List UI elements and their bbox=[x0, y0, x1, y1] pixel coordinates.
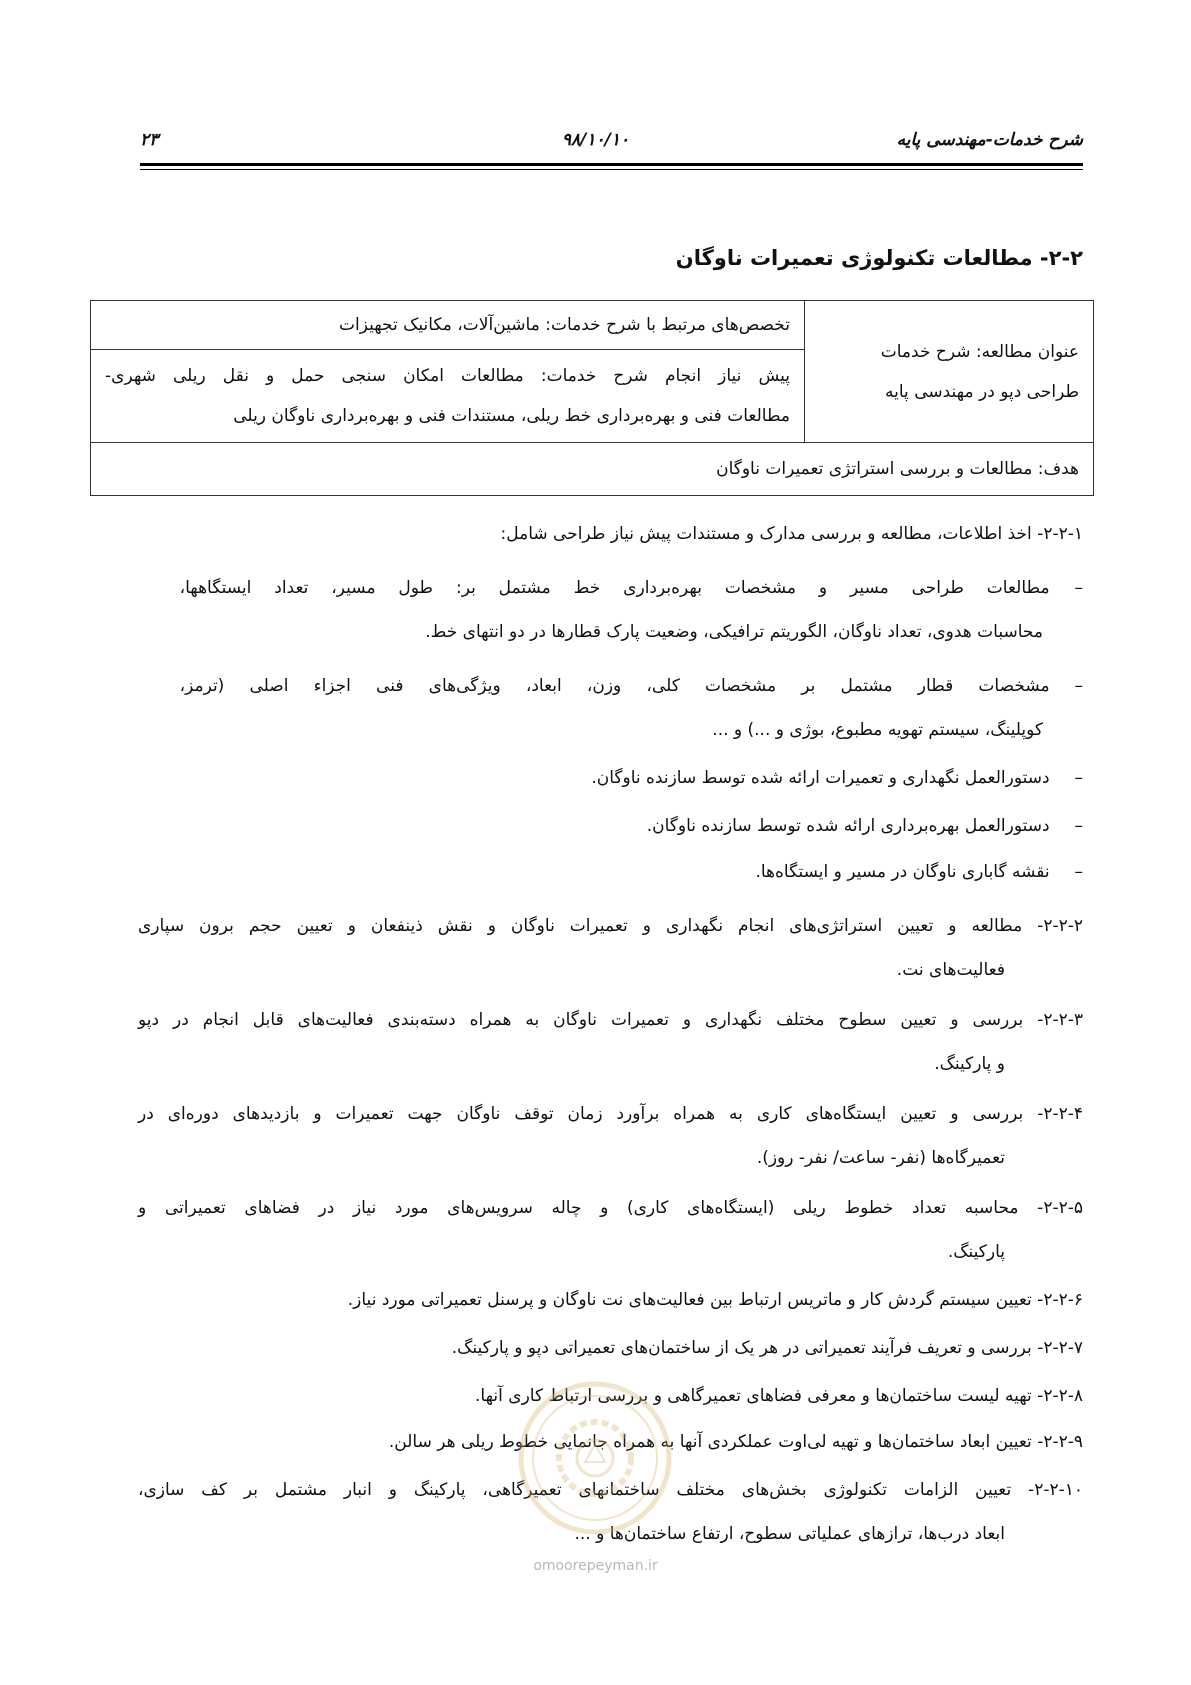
item-2-2-3-line-1: ۲-۲-۳- بررسی و تعیین سطوح مختلف نگهداری و تعمیرات ناوگان به همراه دسته‌بندی فعالیت‌های قابل انجام در دپو bbox=[138, 1010, 1083, 1030]
bullet-dash: – bbox=[1074, 816, 1083, 836]
prerequisites-line-1: پیش نیاز انجام شرح خدمات: مطالعات امکان سنجی حمل و نقل ریلی شهری- bbox=[105, 366, 790, 386]
item-2-2-2-line-2: فعالیت‌های نت. bbox=[896, 960, 1005, 980]
header-date: ۹۸/۱۰/۱۰ bbox=[561, 130, 630, 150]
bullet-list-item bbox=[591, 756, 1083, 800]
bullet-dash: – bbox=[1074, 578, 1083, 598]
item-2-2-9: ۲-۲-۹- تعیین ابعاد ساختمان‌ها و تهیه لی‌اوت عملکردی آنها به همراه جانمایی خطوط ریلی هر سالن. bbox=[388, 1432, 1083, 1452]
bullet-list-item bbox=[138, 566, 1083, 610]
bullet-list-item bbox=[138, 664, 1083, 708]
header-rule-thick bbox=[140, 163, 1083, 166]
bullet-3: دستورالعمل نگهداری و تعمیرات ارائه شده توسط سازنده ناوگان. bbox=[591, 768, 1050, 788]
item-2-2-2-line-1: ۲-۲-۲- مطالعه و تعیین استراتژی‌های انجام نگهداری و تعمیرات ناوگان و نقش ذینفعان و تعیین حجم برون سپاری bbox=[138, 916, 1083, 936]
prerequisites-line-2: مطالعات فنی و بهره‌برداری خط ریلی، مستندات فنی و بهره‌برداری ناوگان ریلی bbox=[233, 406, 790, 426]
watermark-seal-icon bbox=[515, 1378, 675, 1538]
bullet-1-line-1: مطالعات طراحی مسیر و مشخصات بهره‌برداری خط مشتمل بر: طول مسیر، تعداد ایستگاهها، bbox=[179, 578, 1050, 598]
goal-cell: هدف: مطالعات و بررسی استراتژی تعمیرات ناوگان bbox=[91, 443, 1094, 496]
bullet-dash: – bbox=[1074, 862, 1083, 882]
header-page-number: ۲۳ bbox=[140, 130, 159, 150]
item-2-2-4-line-1: ۲-۲-۴- بررسی و تعیین ایستگاه‌های کاری به همراه برآورد زمان توقف ناوگان جهت تعمیرات و بازدیدهای دوره‌ای در bbox=[138, 1104, 1083, 1124]
item-2-2-1: ۲-۲-۱- اخذ اطلاعات، مطالعه و بررسی مدارک و مستندات پیش نیاز طراحی شامل: bbox=[500, 524, 1083, 544]
bullet-2-line-2: کوپلینگ، سیستم تهویه مطبوع، بوژی و ...) و ... bbox=[712, 720, 1043, 740]
bullet-dash: – bbox=[1074, 768, 1083, 788]
study-title-cell bbox=[805, 301, 1094, 443]
specialties-cell: تخصص‌های مرتبط با شرح خدمات: ماشین‌آلات، مکانیک تجهیزات bbox=[91, 301, 805, 350]
study-info-table bbox=[90, 300, 1094, 496]
bullet-4: دستورالعمل بهره‌برداری ارائه شده توسط سازنده ناوگان. bbox=[646, 816, 1050, 836]
item-2-2-7: ۲-۲-۷- بررسی و تعریف فرآیند تعمیراتی در هر یک از ساختمان‌های تعمیراتی دپو و پارکینگ. bbox=[451, 1338, 1083, 1358]
item-2-2-4-line-2: تعمیرگاه‌ها (نفر- ساعت/ نفر- روز). bbox=[756, 1148, 1005, 1168]
item-2-2-10-line-1: ۲-۲-۱۰- تعیین الزامات تکنولوژی بخش‌های مختلف ساختمانهای تعمیرگاهی، پارکینگ و انبار مشتمل بر کف سازی، bbox=[138, 1480, 1083, 1500]
section-title: ۲-۲- مطالعات تکنولوژی تعمیرات ناوگان bbox=[675, 246, 1083, 270]
item-2-2-5-line-2: پارکینگ. bbox=[947, 1242, 1005, 1262]
header-rule-thin bbox=[140, 169, 1083, 170]
study-title-line-2: طراحی دپو در مهندسی پایه bbox=[885, 381, 1079, 402]
prerequisites-cell bbox=[91, 350, 805, 443]
bullet-list-item bbox=[647, 804, 1083, 848]
header-document-title: شرح خدمات-مهندسی پایه bbox=[896, 130, 1083, 150]
bullet-5: نقشه گاباری ناوگان در مسیر و ایستگاه‌ها. bbox=[755, 862, 1050, 882]
watermark-url: omoorepeyman.ir bbox=[533, 1558, 658, 1574]
bullet-2-line-1: مشخصات قطار مشتمل بر مشخصات کلی، وزن، ابعاد، ویژگی‌های فنی اجزاء اصلی (ترمز، bbox=[179, 676, 1050, 696]
bullet-dash: – bbox=[1074, 676, 1083, 696]
bullet-list-item bbox=[755, 850, 1083, 894]
item-2-2-10-line-2: ابعاد درب‌ها، ترازهای عملیاتی سطوح، ارتفاع ساختمان‌ها و ... bbox=[574, 1524, 1005, 1544]
item-2-2-6: ۲-۲-۶- تعیین سیستم گردش کار و ماتریس ارتباط بین فعالیت‌های نت ناوگان و پرسنل تعمیراتی مورد نیاز. bbox=[347, 1290, 1083, 1310]
item-2-2-3-line-2: و پارکینگ. bbox=[934, 1054, 1005, 1074]
item-2-2-8: ۲-۲-۸- تهیه لیست ساختمان‌ها و معرفی فضاهای تعمیرگاهی و بررسی ارتباط کاری آنها. bbox=[474, 1386, 1083, 1406]
bullet-1-line-2: محاسبات هدوی، تعداد ناوگان، الگوریتم ترافیکی، وضعیت پارک قطارها در دو انتهای خط. bbox=[425, 622, 1043, 642]
item-2-2-5-line-1: ۲-۲-۵- محاسبه تعداد خطوط ریلی (ایستگاه‌های کاری) و چاله سرویس‌های مورد نیاز در فضاهای تعمیراتی و bbox=[138, 1198, 1083, 1218]
study-title-line-1: عنوان مطالعه: شرح خدمات bbox=[880, 341, 1079, 362]
